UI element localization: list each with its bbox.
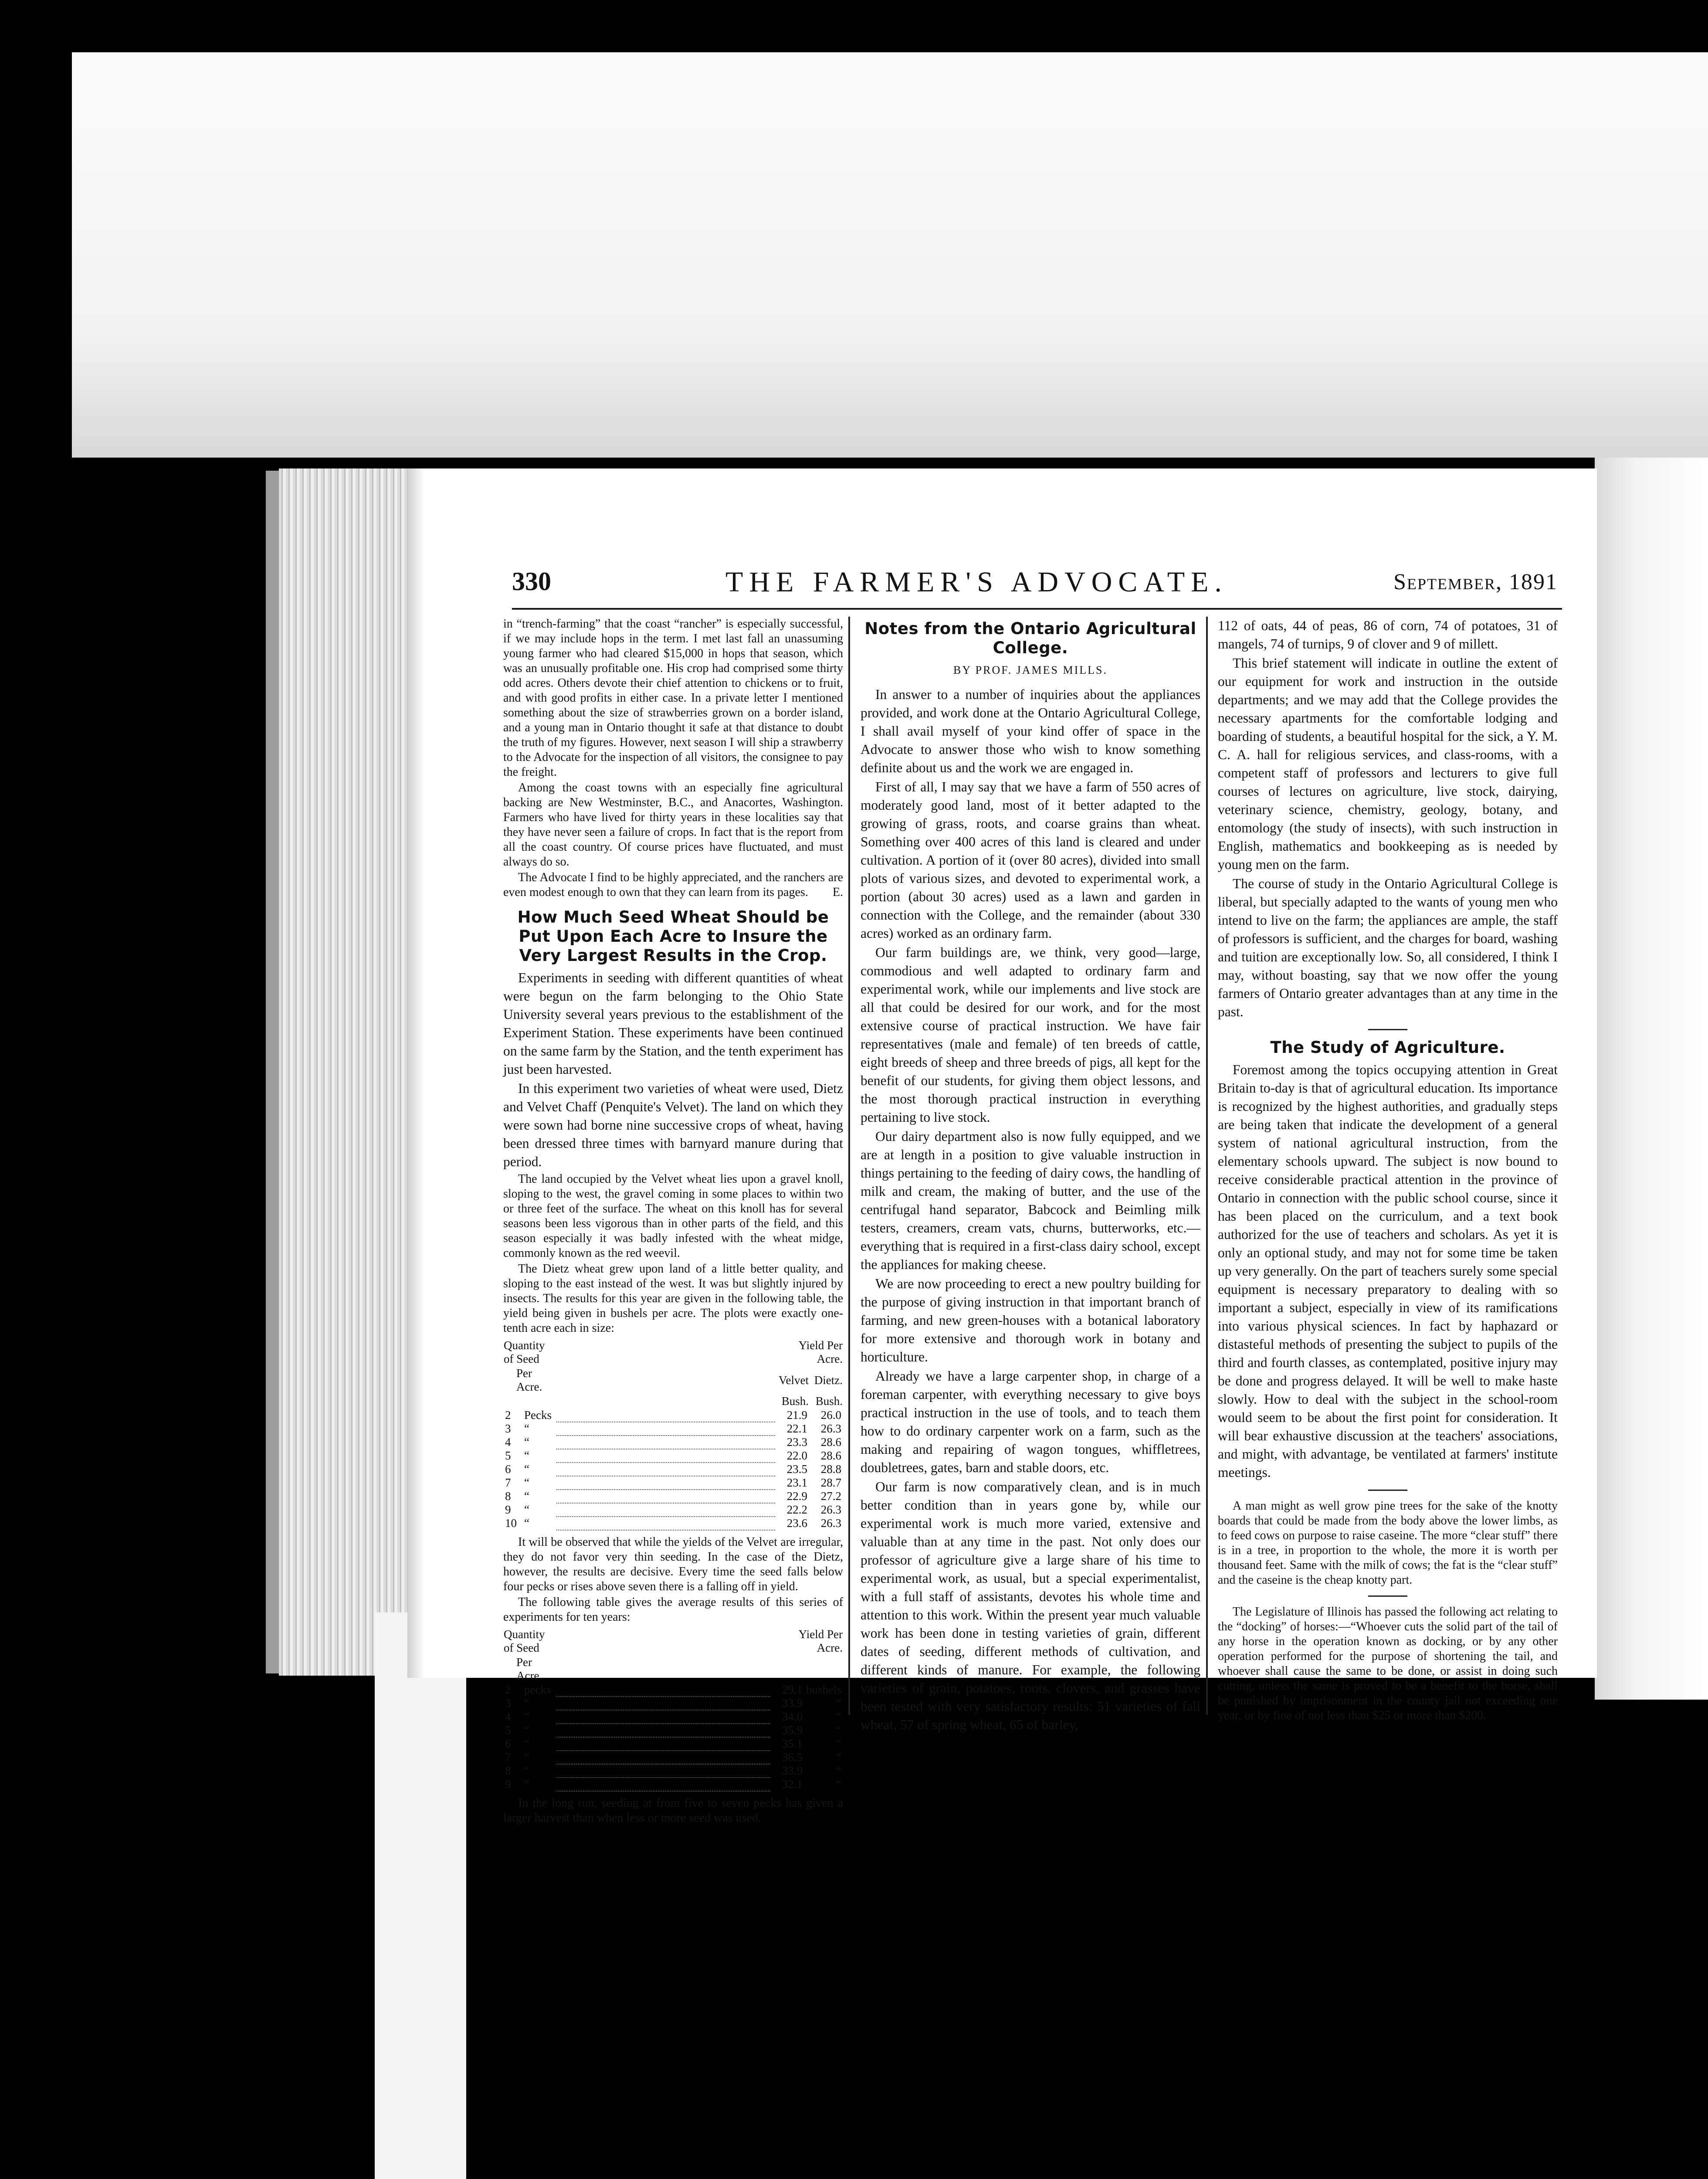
paragraph: A man might as well grow pine trees for the sake of the knotty boards that could be made from the body above the lower limbs, as to feed cows on purpose to raise caseine. The more “clear stuff” there is in a tree, in proportion to the whole, the more it is worth per thousand feet. Same with the milk of cows; the fat is the “clear stuff” and the caseine is the cheap knotty part. (1218, 1499, 1558, 1587)
table-cell: 23.1 (786, 1476, 807, 1489)
page-clamp (375, 1612, 466, 2179)
page-stack-edge (279, 468, 410, 1676)
table-cell: 6 (505, 1737, 511, 1750)
table-cell: 2 (505, 1683, 511, 1696)
dot-leader (556, 1710, 770, 1724)
paragraph: in “trench-farming” that the coast “rancher” is especially successful, if we may include hops in the term. I met last fall an unassuming young farmer who had cleared $15,000 in hops that season, which was an unusually profitable one. His crop had comprised some thirty odd acres. Others devote their chief attention to chickens or to fruit, and with good profits in either case. In a private letter I mentioned something about the size of strawberries grown on a border island, and a young man in Ontario thought it safe at that distance to doubt the truth of my figures. However, next season I will ship a strawberry to the Advocate for the inspection of all visitors, the consignee to pay the freight. (503, 617, 843, 779)
paragraph: Our farm is now comparatively clean, and is in much better condition than in years gone by, while our experimental work is much more varied, extensive and valuable than at any time in the past. Not only does our professor of agriculture give a large share of his time to experimental work, as usual, but a special experimentalist, with a full staff of assistants, devotes his whole time and attention to this work. Within the present year much valuable work has been done in testing varieties of grain, different dates of seeding, different methods of cultivation, and different kinds of manure. For example, the following varieties of grain, potatoes, roots, clovers, and grasses have been tested with very satisfactory results: 51 varieties of fall wheat, 57 of spring wheat, 65 of barley, (861, 1479, 1200, 1732)
table-cell: 28.6 (820, 1449, 841, 1462)
table-cell: 27.2 (820, 1490, 841, 1503)
table-row (503, 1683, 843, 1697)
table-cell: 3 (505, 1697, 511, 1710)
paragraph (503, 870, 843, 900)
table-cell: 26.3 (820, 1503, 841, 1516)
table-cell: 7 (505, 1751, 511, 1764)
paragraph: Already we have a large carpenter shop, in charge of a foreman carpenter, with everything necessary to give boys practical instruction in the use of tools, and to teach them how to do ordinary carpenter work on a farm, such as the making and repairing of wagon tongues, whiffletrees, doubletrees, gates, barn and stable doors, etc. (861, 1368, 1200, 1475)
table-row (503, 1710, 843, 1724)
table-cell: 6 (505, 1463, 511, 1476)
dot-leader (556, 1517, 775, 1530)
table-cell: 22.9 (786, 1490, 807, 1503)
dot-leader (556, 1449, 775, 1463)
table-cell: “ (524, 1449, 529, 1462)
table-cell: 35.1 (782, 1737, 803, 1750)
column-2 (861, 617, 1200, 1732)
table-cell: pecks (524, 1683, 551, 1696)
dot-leader (556, 1476, 775, 1490)
paragraph: The following table gives the average results of this series of experiments for ten years: (503, 1595, 843, 1624)
table-row (503, 1409, 843, 1422)
table-cell: 23.6 (786, 1517, 807, 1530)
table-row (503, 1436, 843, 1449)
header-rule (512, 608, 1562, 610)
table-cell: 23.5 (786, 1463, 807, 1476)
table-cell: “ (524, 1517, 529, 1530)
table-cell: “ (836, 1764, 841, 1777)
table-cell: 5 (505, 1724, 511, 1737)
table-header: Yield Per Acre. (798, 1339, 843, 1365)
dot-leader (556, 1724, 770, 1737)
table-cell: “ (524, 1697, 529, 1710)
paragraph: This brief statement will indicate in outline the extent of our equipment for work and instruction in the outside departments; and we may add that the College provides the necessary apartments for the comfortable lodging and boarding of students, a beautiful hospital for the sick, a Y. M. C. A. hall for religious services, and class-rooms, with a competent staff of professors and lecturers to give full courses of lectures on agriculture, live stock, dairying, veterinary science, chemistry, geology, botany, and entomology (the study of insects), with such instruction in English, mathematics and bookkeeping as is needed by young men on the farm. (1218, 655, 1558, 872)
table-cell: 36.5 (782, 1751, 803, 1764)
table-header: Per Acre. (516, 1367, 542, 1393)
table-cell: 9 (505, 1503, 511, 1516)
table-cell: 33.9 (782, 1697, 803, 1710)
seed-yield-table (503, 1338, 843, 1531)
column-rule (1206, 617, 1208, 1715)
scan-background (72, 52, 1708, 458)
dot-leader (556, 1751, 770, 1764)
section-divider (1368, 1029, 1407, 1030)
issue-date: September, 1891 (1393, 570, 1558, 594)
table-cell: “ (524, 1476, 529, 1489)
journal-title: THE FARMER'S ADVOCATE. (725, 566, 1228, 598)
table-cell: 28.7 (820, 1476, 841, 1489)
paragraph: Experiments in seeding with different quantities of wheat were begun on the farm belonging to the Ohio State University several years previous to the establishment of the Experiment Station. These experiments have been continued on the same farm by the Station, and the tenth experiment has just been harvested. (503, 970, 843, 1077)
dot-leader (556, 1737, 770, 1751)
table-cell: 5 (505, 1449, 511, 1462)
table-row (503, 1449, 843, 1463)
author-initial: E. (832, 886, 843, 899)
section-divider (1368, 1490, 1407, 1491)
table-cell: 9 (505, 1778, 511, 1791)
dot-leader (556, 1683, 770, 1697)
table-cell: 32.1 (782, 1778, 803, 1791)
table-cell: “ (524, 1710, 529, 1723)
table-cell: “ (524, 1463, 529, 1476)
paragraph: In the long run, seeding at from five to seven pecks has given a larger harvest than when less or more seed was used. (503, 1796, 843, 1825)
table-cell: “ (524, 1737, 529, 1750)
table-cell: 29.1 (782, 1683, 803, 1696)
table-header: Yield Per Acre. (798, 1628, 843, 1654)
paragraph: We are now proceeding to erect a new poultry building for the purpose of giving instruction in that important branch of farming, and new green-houses with a botanical laboratory for more extensive and thorough work in botany and horticulture. (861, 1276, 1200, 1364)
table-cell: “ (524, 1503, 529, 1516)
table-cell: “ (524, 1724, 529, 1737)
table-cell: 2 (505, 1409, 511, 1422)
table-cell: “ (524, 1778, 529, 1791)
dot-leader (556, 1436, 775, 1449)
table-row (503, 1422, 843, 1436)
table-cell: 21.9 (786, 1409, 807, 1422)
table-cell: bushels (806, 1683, 841, 1696)
paragraph: Among the coast towns with an especially fine agricultural backing are New Westminster, B.C., and Anacortes, Washington. Farmers who have lived for thirty years in these localities say that they have never seen a failure of crops. In fact that is the report from all the coast country. Of course prices have fluctuated, and must always do so. (503, 781, 843, 869)
table-row (503, 1476, 843, 1490)
table-cell: 10 (505, 1517, 517, 1530)
dot-leader (556, 1697, 770, 1710)
table-cell: 33.9 (782, 1764, 803, 1777)
table-row (503, 1463, 843, 1476)
paragraph: Our farm buildings are, we think, very good—large, commodious and well adapted to ordinary farm and experimental work, while our implements and live stock are all that could be desired for our work, and for the most extensive course of practical instruction. We have fair representatives (male and female) of ten breeds of cattle, eight breeds of sheep and three breeds of pigs, all kept for the benefit of our students, for giving them object lessons, and the most thorough practical instruction in everything pertaining to live stock. (861, 945, 1200, 1125)
article-heading: The Study of Agriculture. (1270, 1038, 1505, 1057)
paragraph: Foremost among the topics occupying attention in Great Britain to-day is that of agricultural education. Its importance is recognized by the highest authorities, and gradually steps are being taken that indicate the development of a general system of national agricultural instruction, from the elementary schools upward. The subject is now bound to receive considerable practical attention in the province of Ontario in connection with the public school course, since it has been placed on the curriculum, and a text book authorized for the use of teachers and scholars. As yet it is only an optional study, and may not for some time be taken up very generally. On the part of teachers surely some special equipment is necessary preparatory to dealing with so important a subject, especially in view of its ramifications into various physical sciences. In fact by haphazard or distasteful methods of presenting the subject to pupils of the third and fourth classes, as contemplated, positive injury may be done and progress delayed. It will be well to make haste slowly. How to deal with the subject in the school-room would seem to be about the first point for consideration. It will bear exhaustive discussion at the teachers' associations, and might, with advantage, be ventilated at farmers' institute meetings. (1218, 1062, 1558, 1480)
table-cell: 26.3 (820, 1517, 841, 1530)
table-cell: “ (836, 1724, 841, 1737)
table-cell: “ (524, 1422, 529, 1435)
dot-leader (556, 1463, 775, 1476)
table-row (503, 1724, 843, 1737)
paragraph: Our dairy department also is now fully equipped, and we are at length in a position to give valuable instruction in things pertaining to the feeding of dairy cows, the handling of milk and cream, the making of butter, and the use of the centrifugal hand separator, Babcock and Beimling milk testers, creamers, cream vats, churns, butterworks, etc.—everything that is required in a first-class dairy school, except the appliances for making cheese. (861, 1129, 1200, 1272)
table-row (503, 1517, 843, 1530)
table-cell: 22.2 (786, 1503, 807, 1516)
column-3 (1218, 617, 1558, 1722)
page-number: 330 (512, 567, 551, 596)
average-yield-table (503, 1627, 843, 1792)
paragraph-text: The Advocate I find to be highly appreciated, and the ranchers are even modest enough to own that they can learn from its pages. (503, 871, 843, 899)
facing-page-edge (1595, 458, 1708, 1700)
table-header: Bush. (815, 1395, 843, 1408)
article-heading: How Much Seed Wheat Should be Put Upon Each Acre to Insure the Very Largest Results in the Crop. (517, 908, 829, 965)
paragraph: In answer to a number of inquiries about the appliances provided, and work done at the Ontario Agricultural College, I shall avail myself of your kind offer of space in the Advocate to answer those who wish to know something definite about us and the work we are engaged in. (861, 687, 1200, 775)
table-cell: “ (836, 1710, 841, 1723)
table-cell: “ (836, 1778, 841, 1791)
table-cell: “ (836, 1737, 841, 1750)
table-row (503, 1778, 843, 1791)
table-cell: “ (524, 1751, 529, 1764)
paragraph: 112 of oats, 44 of peas, 86 of corn, 74 of potatoes, 31 of mangels, 74 of turnips, 9 of clover and 9 of millett. (1218, 618, 1558, 652)
table-cell: 35.9 (782, 1724, 803, 1737)
table-cell: 34.0 (782, 1710, 803, 1723)
table-cell: “ (524, 1490, 529, 1503)
article-heading: Notes from the Ontario Agricultural College. (864, 619, 1196, 657)
table-cell: 4 (505, 1710, 511, 1723)
table-cell: 8 (505, 1490, 511, 1503)
table-cell: “ (524, 1764, 529, 1777)
paragraph: It will be observed that while the yields of the Velvet are irregular, they do not favor very thin seeding. In the case of the Dietz, however, the results are decisive. Every time the seed falls below four pecks or rises above seven there is a falling off in yield. (503, 1535, 843, 1593)
table-header: Dietz. (814, 1373, 843, 1387)
table-cell: 4 (505, 1436, 511, 1449)
paragraph: The Legislature of Illinois has passed the following act relating to the “docking” of horses:—“Whoever cuts the solid part of the tail of any horse in the operation known as docking, or by any other operation performed for the purpose of shortening the tail, and whoever shall cause the same to be done, or assist in doing such cutting, unless the same is proved to be a benefit to the horse, shall be punished by imprisonment in the county jail not exceeding one year, or by fine of not less than $25 or more than $200. (1218, 1605, 1558, 1722)
dot-leader (556, 1778, 770, 1791)
paragraph: In this experiment two varieties of wheat were used, Dietz and Velvet Chaff (Penquite's Velvet). The land on which they were sown had borne nine successive crops of wheat, having been dressed three times with barnyard manure during that period. (503, 1081, 843, 1169)
table-cell: “ (836, 1697, 841, 1710)
dot-leader (556, 1490, 775, 1503)
table-header: Bush. (781, 1395, 809, 1408)
table-header: Per Acre. (516, 1656, 542, 1682)
paragraph: First of all, I may say that we have a farm of 550 acres of moderately good land, most of it better adapted to the growing of grass, roots, and coarse grains than wheat. Something over 400 acres of this land is cleared and under cultivation. A portion of it (over 80 acres), divided into small plots of various sizes, and devoted to experimental work, a portion (about 30 acres) used as a lawn and garden in connection with the College, and the remainder (about 330 acres) worked as an ordinary farm. (861, 779, 1200, 941)
table-cell: 22.1 (786, 1422, 807, 1435)
page-header (512, 567, 1558, 606)
table-cell: 7 (505, 1476, 511, 1489)
table-cell: “ (524, 1436, 529, 1449)
table-cell: 26.0 (820, 1409, 841, 1422)
dot-leader (556, 1503, 775, 1517)
newspaper-page (407, 468, 1597, 1825)
table-row (503, 1737, 843, 1751)
table-cell: 28.6 (820, 1436, 841, 1449)
table-cell: 26.3 (820, 1422, 841, 1435)
paragraph: The land occupied by the Velvet wheat lies upon a gravel knoll, sloping to the west, the gravel coming in some places to within two or three feet of the surface. The wheat on this knoll has for several seasons been less vigorous than in other parts of the field, and this season especially it was badly infested with the wheat midge, commonly known as the red weevil. (503, 1172, 843, 1260)
byline: BY PROF. JAMES MILLS. (953, 664, 1108, 676)
paragraph: The course of study in the Ontario Agricultural College is liberal, but specially adapted to the wants of young men who intend to live on the farm; the appliances are ample, the staff of professors is sufficient, and the charges for board, washing and tuition are exceptionally low. So, all considered, I think I may, without boasting, say that we now offer the young farmers of Ontario greater advantages than at any time in the past. (1218, 876, 1558, 1019)
table-cell: 23.3 (786, 1436, 807, 1449)
dot-leader (556, 1764, 770, 1778)
table-cell: Pecks (524, 1409, 552, 1422)
table-cell: 22.0 (786, 1449, 807, 1462)
table-header: Velvet (779, 1373, 809, 1387)
table-row (503, 1503, 843, 1517)
table-cell: 8 (505, 1764, 511, 1777)
column-rule (848, 617, 850, 1715)
section-divider (1368, 1595, 1407, 1597)
table-row (503, 1751, 843, 1764)
table-cell: 28.8 (820, 1463, 841, 1476)
dot-leader (556, 1409, 775, 1422)
dot-leader (556, 1422, 775, 1436)
column-1 (503, 617, 843, 1825)
table-header: Quantity of Seed (504, 1339, 545, 1365)
table-row (503, 1697, 843, 1710)
table-cell: “ (836, 1751, 841, 1764)
table-header: Quantity of Seed (504, 1628, 545, 1654)
table-cell: 3 (505, 1422, 511, 1435)
table-row (503, 1490, 843, 1503)
paragraph: The Dietz wheat grew upon land of a little better quality, and sloping to the east instead of the west. It was but slightly injured by insects. The results for this year are given in the following table, the yield being given in bushels per acre. The plots were exactly one-tenth acre each in size: (503, 1262, 843, 1335)
table-row (503, 1764, 843, 1778)
